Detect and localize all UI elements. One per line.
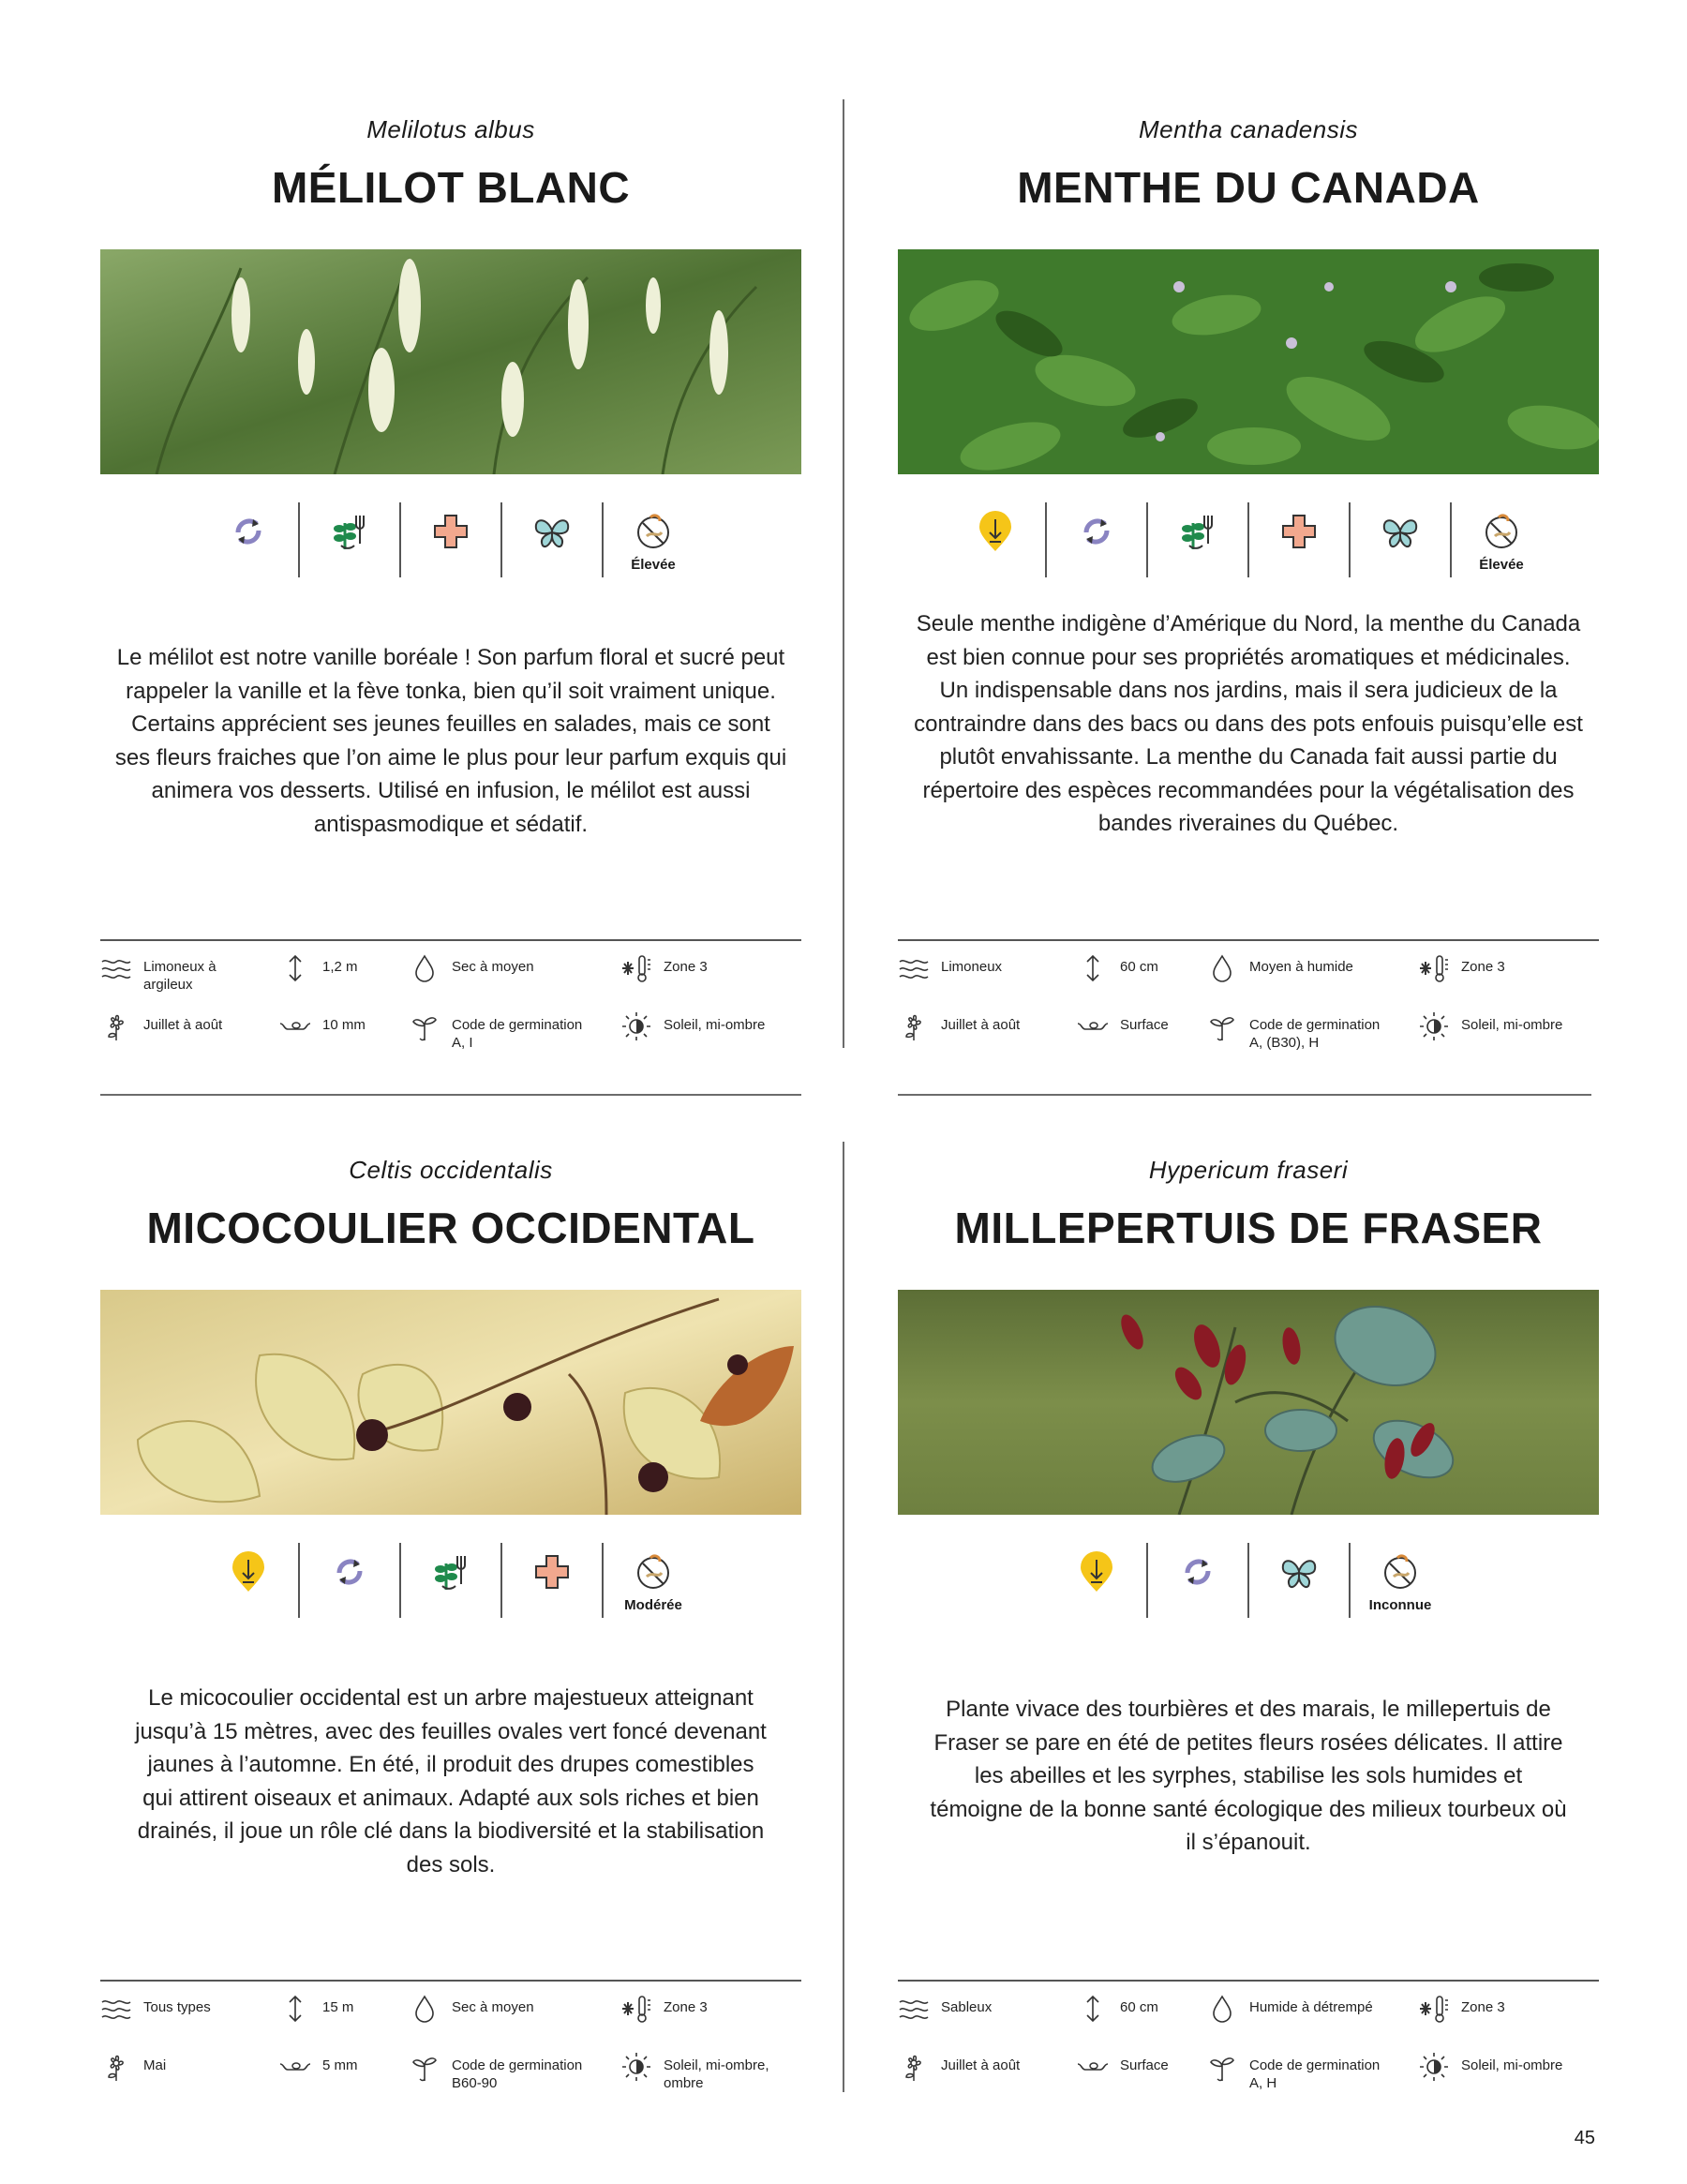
medicinal-icon	[399, 502, 500, 577]
spec-germination: Code de germination A, H	[1249, 2057, 1381, 2091]
germination-icon	[409, 2051, 440, 2083]
spec-table	[898, 1980, 1599, 2098]
spec-moisture: Humide à détrempé	[1249, 1999, 1373, 2015]
spec-height: 60 cm	[1120, 1999, 1158, 2015]
plant-description: Plante vivace des tourbières et des marais, le millepertuis de Fraser se pare en été de petites fleurs rosées délicates. Il attire les abeilles et les syrphes, stabilise les sols humides et témoigne de la bonne santé écologique des milieux tourbeux où il s’épanouit.	[930, 1697, 1567, 1855]
spec-zone: Zone 3	[1461, 1999, 1505, 2015]
plant-card-melilot	[100, 111, 801, 1051]
column-divider-bottom	[843, 1142, 844, 2092]
butterfly-icon	[1349, 502, 1450, 577]
row-divider-left	[100, 1094, 801, 1096]
germination-icon	[1206, 1010, 1238, 1042]
spec-depth: Surface	[1120, 2057, 1169, 2073]
flower-icon	[100, 1010, 132, 1042]
native-icon	[199, 1543, 298, 1618]
moisture-icon	[1206, 1993, 1238, 2025]
recycle-icon	[1045, 502, 1146, 577]
flower-icon	[898, 1010, 930, 1042]
spec-soil: Limoneux à argileux	[143, 959, 216, 993]
row-divider-right	[898, 1094, 1591, 1096]
spec-height: 1,2 m	[322, 959, 358, 975]
sowing-depth-icon	[279, 1010, 311, 1042]
recycle-icon	[1146, 1543, 1247, 1618]
spec-soil: Limoneux	[941, 959, 1003, 975]
spec-light: Soleil, mi-ombre	[1461, 1017, 1563, 1033]
invasiveness-icon	[602, 1543, 703, 1618]
soil-icon	[100, 1993, 132, 2025]
spec-soil: Tous types	[143, 1999, 211, 2015]
spec-light: Soleil, mi-ombre, ombre	[664, 2057, 769, 2091]
spec-table	[898, 939, 1599, 1057]
sun-icon	[1418, 2051, 1450, 2083]
germination-icon	[409, 1010, 440, 1042]
invasiveness-label: Inconnue	[1368, 1597, 1432, 1613]
sun-icon	[620, 2051, 652, 2083]
spec-bloom: Juillet à août	[941, 2057, 1021, 2073]
sun-icon	[1418, 1010, 1450, 1042]
flower-icon	[898, 2051, 930, 2083]
plant-photo	[898, 249, 1599, 474]
spec-light: Soleil, mi-ombre	[1461, 2057, 1563, 2073]
invasiveness-icon	[1349, 1543, 1450, 1618]
plant-card-millepertuis	[898, 1151, 1599, 2091]
plant-card-micocoulier	[100, 1151, 801, 2091]
plant-name: MILLEPERTUIS DE FRASER	[954, 1204, 1543, 1252]
edible-icon	[1146, 502, 1247, 577]
spec-depth: Surface	[1120, 1017, 1169, 1033]
spec-zone: Zone 3	[1461, 959, 1505, 975]
spec-moisture: Sec à moyen	[452, 959, 534, 975]
hardiness-zone-icon	[620, 1993, 652, 2025]
icon-row	[100, 1543, 801, 1618]
spec-moisture: Sec à moyen	[452, 1999, 534, 2015]
plant-name: MÉLILOT BLANC	[271, 163, 631, 212]
latin-name: Celtis occidentalis	[349, 1156, 553, 1184]
edible-icon	[399, 1543, 500, 1618]
invasiveness-icon	[1450, 502, 1551, 577]
moisture-icon	[1206, 952, 1238, 984]
moisture-icon	[409, 952, 440, 984]
spec-germination: Code de germination B60-90	[452, 2057, 583, 2091]
spec-bloom: Juillet à août	[941, 1017, 1021, 1033]
height-icon	[1077, 1993, 1109, 2025]
recycle-icon	[199, 502, 298, 577]
soil-icon	[100, 952, 132, 984]
plant-card-menthe	[898, 111, 1599, 1051]
medicinal-icon	[1247, 502, 1349, 577]
spec-depth: 5 mm	[322, 2057, 358, 2073]
germination-icon	[1206, 2051, 1238, 2083]
moisture-icon	[409, 1993, 440, 2025]
invasiveness-icon	[602, 502, 703, 577]
spec-table	[100, 939, 801, 1057]
soil-icon	[898, 952, 930, 984]
spec-soil: Sableux	[941, 1999, 993, 2015]
plant-name: MICOCOULIER OCCIDENTAL	[146, 1204, 755, 1252]
invasiveness-label: Modérée	[624, 1597, 682, 1613]
spec-zone: Zone 3	[664, 1999, 708, 2015]
spec-table	[100, 1980, 801, 2098]
plant-description: Le mélilot est notre vanille boréale ! Son parfum floral et sucré peut rappeler la vanille et la fève tonka, bien qu’il soit vraiment unique. Certains apprécient ses jeunes feuilles en salades, mais ce sont ses fleurs fraiches que l’on aime le plus pour leur parfum exquis qui animera vos desserts. Utilisé en infusion, le mélilot est aussi antispasmodique et sédatif.	[114, 645, 787, 837]
plant-description: Seule menthe indigène d’Amérique du Nord, la menthe du Canada est bien connue pour ses propriétés aromatiques et médicinales. Un indispensable dans nos jardins, mais il sera judicieux de la contraindre dans des bacs ou dans des pots enfouis puisqu’elle est plutôt envahissante. La menthe du Canada fait aussi partie du répertoire des espèces recommandées pour la végétalisation des bandes riveraines du Québec.	[914, 611, 1583, 836]
icon-row	[898, 1543, 1599, 1618]
latin-name: Melilotus albus	[366, 115, 535, 143]
spec-bloom: Mai	[143, 2057, 167, 2073]
invasiveness-label: Élevée	[631, 557, 676, 573]
plant-description: Le micocoulier occidental est un arbre majestueux atteignant jusqu’à 15 mètres, avec des feuilles ovales vert foncé devenant jaunes à l’automne. En été, il produit des drupes comestibles qui attirent oiseaux et animaux. Adapté aux sols riches et bien drainés, il joue un rôle clé dans la biodiversité et la stabilisation des sols.	[135, 1685, 767, 1877]
spec-light: Soleil, mi-ombre	[664, 1017, 766, 1033]
plant-photo	[100, 249, 801, 474]
spec-depth: 10 mm	[322, 1017, 366, 1033]
plant-photo	[100, 1290, 801, 1515]
height-icon	[279, 952, 311, 984]
spec-germination: Code de germination A, I	[452, 1017, 583, 1051]
latin-name: Hypericum fraseri	[1148, 1156, 1349, 1184]
plant-photo	[898, 1290, 1599, 1515]
sowing-depth-icon	[1077, 2051, 1109, 2083]
butterfly-icon	[1247, 1543, 1349, 1618]
hardiness-zone-icon	[1418, 1993, 1450, 2025]
flower-icon	[100, 2051, 132, 2083]
spec-zone: Zone 3	[664, 959, 708, 975]
recycle-icon	[298, 1543, 399, 1618]
sowing-depth-icon	[1077, 1010, 1109, 1042]
native-icon	[946, 502, 1045, 577]
soil-icon	[898, 1993, 930, 2025]
invasiveness-label: Élevée	[1479, 557, 1524, 573]
page-number: 45	[1574, 2128, 1595, 2148]
height-icon	[1077, 952, 1109, 984]
native-icon	[1047, 1543, 1146, 1618]
latin-name: Mentha canadensis	[1139, 115, 1358, 143]
plant-name: MENTHE DU CANADA	[1017, 163, 1480, 212]
sun-icon	[620, 1010, 652, 1042]
sowing-depth-icon	[279, 2051, 311, 2083]
icon-row	[898, 502, 1599, 577]
edible-icon	[298, 502, 399, 577]
butterfly-icon	[500, 502, 602, 577]
icon-row	[100, 502, 801, 577]
spec-moisture: Moyen à humide	[1249, 959, 1353, 975]
height-icon	[279, 1993, 311, 2025]
hardiness-zone-icon	[620, 952, 652, 984]
spec-height: 60 cm	[1120, 959, 1158, 975]
column-divider-top	[843, 99, 844, 1048]
spec-height: 15 m	[322, 1999, 354, 2015]
spec-bloom: Juillet à août	[143, 1017, 223, 1033]
spec-germination: Code de germination A, (B30), H	[1249, 1017, 1381, 1051]
medicinal-icon	[500, 1543, 602, 1618]
hardiness-zone-icon	[1418, 952, 1450, 984]
